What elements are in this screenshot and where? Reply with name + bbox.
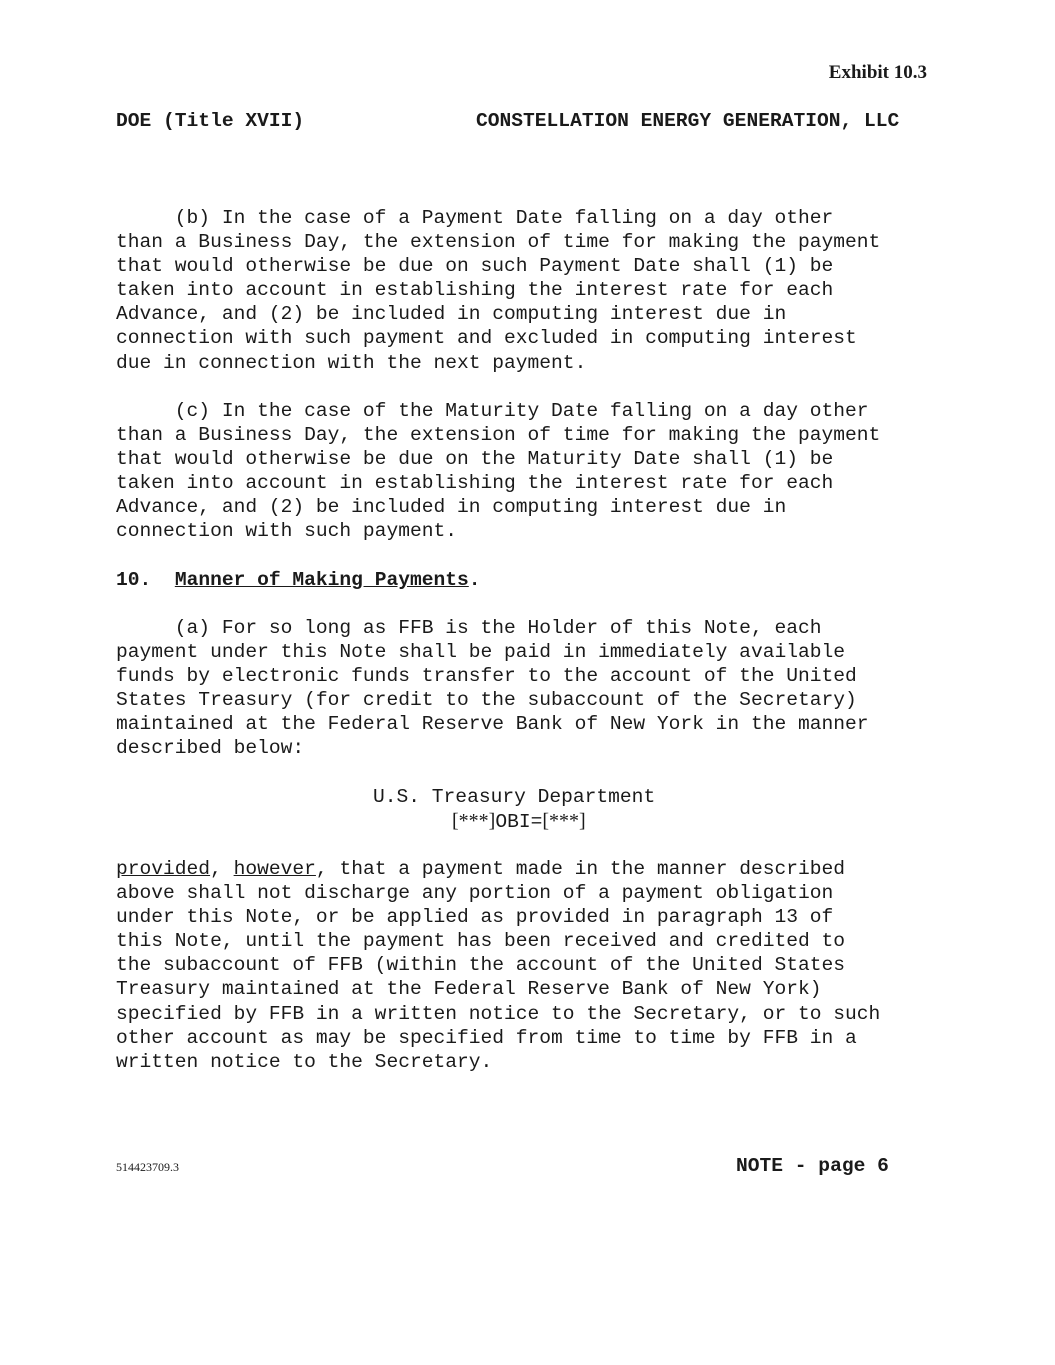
paragraph-c: (c) In the case of the Maturity Date falling on a day other than a Business Day, the extension of time for making the payment that would otherwise be due on the Maturity Date shall (1) be taken into account in establishing the interest rate for each Advance, and (2) be included in computing interest due in connection with such payment. — [116, 400, 881, 543]
proviso-provided: provided — [116, 858, 211, 880]
header-right: CONSTELLATION ENERGY GENERATION, LLC — [476, 110, 900, 132]
section-number: 10. — [116, 569, 152, 591]
paragraph-b: (b) In the case of a Payment Date falling on a day other than a Business Day, the extension of time for making the payment that would otherwise be due on such Payment Date shall (1) be taken into account in establishing the interest rate for each Advance, and (2) be included in computing interest due in connection with such payment and excluded in computing interest due in connection with the next payment. — [116, 207, 881, 374]
document-id: 514423709.3 — [116, 1160, 179, 1174]
bank-name: U.S. Treasury Department — [373, 786, 656, 808]
section-title-period: . — [468, 569, 481, 591]
header-left: DOE (Title XVII) — [116, 110, 305, 132]
section-title: Manner of Making Payments — [174, 569, 469, 591]
proviso-however: however — [233, 858, 316, 880]
paragraph-a: (a) For so long as FFB is the Holder of this Note, each payment under this Note shall be paid in immediately available funds by electronic funds transfer to the account of the United States Treasury (for credit to the subaccount of the Secretary) maintained at the Federal Reserve Bank of New York in the manner described below: — [116, 617, 869, 760]
bank-reference — [452, 809, 586, 834]
exhibit-label: Exhibit 10.3 — [828, 62, 927, 83]
section-heading — [116, 568, 481, 592]
proviso-comma: , — [210, 858, 234, 880]
redaction-open: [***] — [452, 810, 496, 832]
redaction-close: [***] — [542, 810, 586, 832]
page-label: NOTE - page 6 — [736, 1155, 889, 1177]
proviso-paragraph — [116, 857, 880, 1074]
bank-code: OBI= — [495, 811, 543, 833]
proviso-text: , that a payment made in the manner described above shall not discharge any portion of a payment obligation under this Note, or be applied as provided in paragraph 13 of this Note, until the payment has been received and credited to the subaccount of FFB (within the account of the United States Treasury maintained at the Federal Reserve Bank of New York) specified by FFB in a written notice to the Secretary, or to such other account as may be specified from time to time by FFB in a written notice to the Secretary. — [116, 858, 881, 1073]
